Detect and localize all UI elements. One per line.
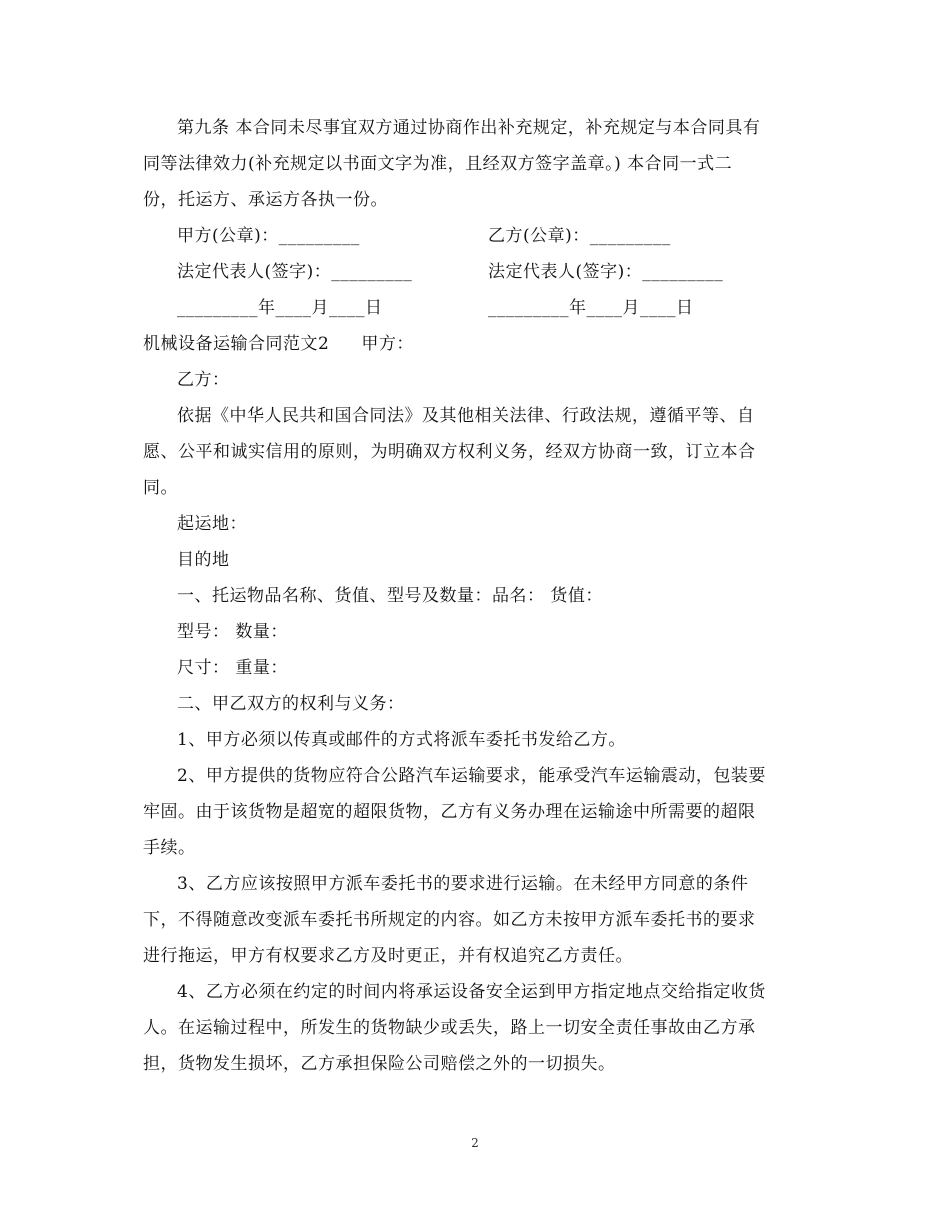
doc2-title-line [143, 326, 808, 362]
item4-line3: 担，货物发生损坏，乙方承担保险公司赔偿之外的一切损失。 [143, 1054, 616, 1074]
party-b-rep: 法定代表人(签字)：_________ [488, 262, 724, 282]
item3-line3: 进行拖运，甲方有权要求乙方及时更正，并有权追究乙方责任。 [143, 946, 633, 966]
item3-line2: 下，不得随意改变派车委托书所规定的内容。如乙方未按甲方派车委托书的要求 [143, 910, 756, 930]
signature-row-rep [143, 254, 808, 290]
item4-line2: 人。在运输过程中，所发生的货物缺少或丢失，路上一切安全责任事故由乙方承 [143, 1018, 756, 1038]
item4-line1: 4、乙方必须在约定的时间内将承运设备安全运到甲方指定地点交给指定收货 [177, 982, 766, 1002]
item3-line1: 3、乙方应该按照甲方派车委托书的要求进行运输。在未经甲方同意的条件 [177, 874, 749, 894]
goods-header: 一、托运物品名称、货值、型号及数量：品名： 货值： [177, 586, 603, 606]
doc2-party-b: 乙方： [177, 370, 230, 390]
doc2-title: 机械设备运输合同范文2 [143, 334, 330, 354]
intro-line3: 同。 [143, 478, 178, 498]
item2-line2: 牢固。由于该货物是超宽的超限货物，乙方有义务办理在运输途中所需要的超限 [143, 802, 756, 822]
signature-row-seal [143, 218, 808, 254]
item2-line1: 2、甲方提供的货物应符合公路汽车运输要求，能承受汽车运输震动，包装要 [177, 766, 766, 786]
party-b-seal: 乙方(公章)：_________ [488, 226, 671, 246]
signature-row-date [143, 290, 808, 326]
size-weight: 尺寸： 重量： [177, 658, 288, 678]
party-a-seal: 甲方(公章)：_________ [177, 226, 360, 246]
clause9-line2: 同等法律效力(补充规定以书面文字为准，且经双方签字盖章。) 本合同一式二 [143, 154, 733, 174]
clause9-line3: 份，托运方、承运方各执一份。 [143, 190, 388, 210]
item2-line3: 手续。 [143, 838, 196, 858]
origin: 起运地： [177, 514, 247, 534]
rights-header: 二、甲乙双方的权利与义务： [177, 694, 405, 714]
item1: 1、甲方必须以传真或邮件的方式将派车委托书发给乙方。 [177, 730, 626, 750]
page-content [143, 110, 808, 1082]
model-qty: 型号： 数量： [177, 622, 288, 642]
clause9-line1: 第九条 本合同未尽事宜双方通过协商作出补充规定，补充规定与本合同具有 [177, 118, 761, 138]
party-a-date: _________年____月____日 [177, 298, 383, 318]
destination: 目的地 [177, 550, 230, 570]
doc2-party-a: 甲方： [361, 334, 414, 354]
intro-line2: 愿、公平和诚实信用的原则，为明确双方权利义务，经双方协商一致，订立本合 [143, 442, 756, 462]
party-b-date: _________年____月____日 [488, 298, 694, 318]
intro-line1: 依据《中华人民共和国合同法》及其他相关法律、行政法规，遵循平等、自 [177, 406, 755, 426]
party-a-rep: 法定代表人(签字)：_________ [177, 262, 413, 282]
page-number: 2 [471, 1136, 479, 1150]
